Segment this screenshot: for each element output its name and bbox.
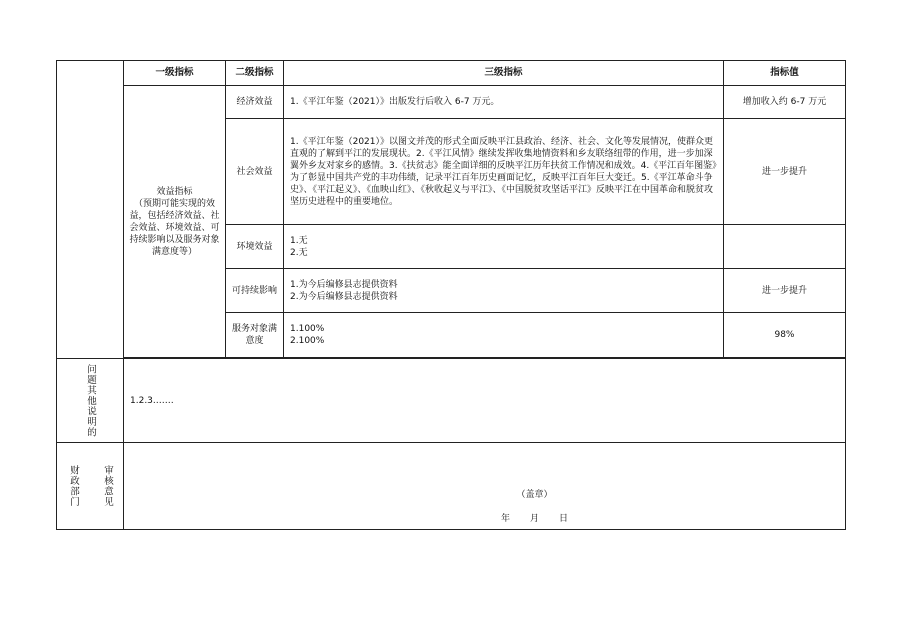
finance-review-row	[57, 443, 846, 530]
finance-label-review: 审核意见	[102, 465, 113, 507]
date-year: 年	[500, 514, 510, 524]
finance-content-cell	[124, 443, 846, 530]
header-row	[57, 61, 846, 86]
level2-cell: 经济效益	[226, 86, 284, 119]
level3-cell: 1.《平江年鉴（2021）》出版发行后收入 6-7 万元。	[284, 86, 724, 119]
value-cell: 增加收入约 6-7 万元	[724, 86, 846, 119]
header-value: 指标值	[724, 61, 846, 86]
level3-cell	[284, 313, 724, 358]
level3-cell	[284, 225, 724, 269]
value-cell: 进一步提升	[724, 119, 846, 225]
level3-cell: 1.《平江年鉴（2021）》以图文并茂的形式全面反映平江县政治、经济、社会、文化等发展情况，使群众更直观的了解到平江的发展现状。2.《平江风情》继续发挥收集地情资料和乡友联络纽带的作用，进一步加深翼外乡友对家乡的感情。3.《扶贫志》能全面详细的反映平江历年扶贫工作情况和成效。4.《平江百年图鉴》为了彰显中国共产党的丰功伟绩，记录平江百年历史画面记忆，反映平江百年巨大变迁。5.《平江革命斗争史》、《平江起义》、《血映山红》、《秋收起义与平江》、《中国脱贫攻坚话平江》反映平江在中国革命和脱贫攻坚历史进程中的重要地位。	[284, 119, 724, 225]
blank-corner-cell	[57, 61, 124, 359]
header-level3: 三级指标	[284, 61, 724, 86]
date-month: 月	[529, 514, 539, 524]
other-content: 1.2.3.……	[130, 395, 174, 406]
date-row	[224, 513, 845, 525]
level3-cell	[284, 269, 724, 313]
level2-cell: 可持续影响	[226, 269, 284, 313]
level3-text: 1.100% 2.100%	[290, 324, 325, 346]
benefit-category-text: 效益指标 （预期可能实现的效益，包括经济效益、社会效益、环境效益、可持续影响以及服务对象满意度等）	[129, 186, 220, 257]
other-label-cell	[57, 359, 124, 443]
benefit-category-cell	[124, 86, 226, 358]
other-content-cell	[124, 359, 846, 443]
level2-cell: 社会效益	[226, 119, 284, 225]
seal-text: （盖章）	[516, 490, 553, 500]
value-cell: 进一步提升	[724, 269, 846, 313]
header-level2: 二级指标	[226, 61, 284, 86]
table-row	[57, 86, 846, 119]
finance-label-department: 财政部门	[68, 465, 79, 507]
date-day: 日	[559, 514, 569, 524]
value-cell	[724, 225, 846, 269]
level3-text: 1.为今后编修县志提供资料 2.为今后编修县志提供资料	[290, 279, 398, 302]
value-cell: 98%	[724, 313, 846, 358]
finance-label-cell	[57, 443, 124, 530]
other-notes-row	[57, 359, 846, 443]
level3-text: 1.无 2.无	[290, 235, 308, 258]
level2-cell: 环境效益	[226, 225, 284, 269]
finance-label-wrap	[57, 465, 123, 507]
performance-indicator-sheet	[56, 60, 846, 530]
level2-cell: 服务对象满意度	[226, 313, 284, 358]
indicator-table	[56, 60, 846, 530]
header-level1: 一级指标	[124, 61, 226, 86]
other-label: 问题其他说明的	[85, 363, 96, 438]
